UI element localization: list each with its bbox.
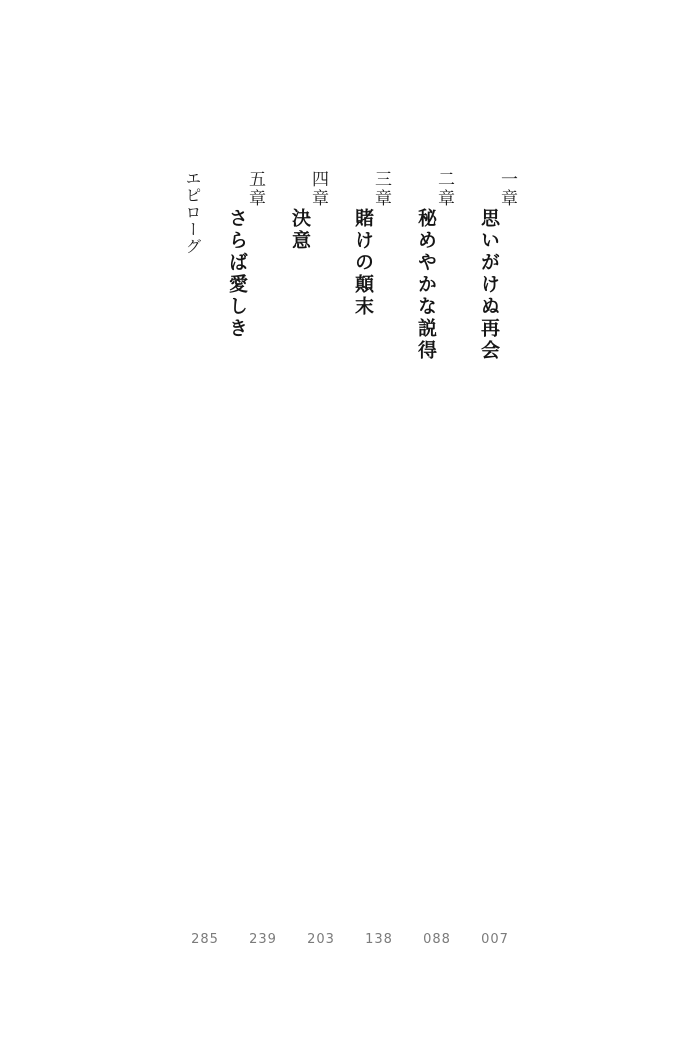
page-number: 203 [307,932,335,947]
page-number: 285 [191,932,219,947]
page-number: 239 [249,932,277,947]
toc-entry-title: 秘めやかな説得 [415,208,437,362]
page-number: 088 [423,932,451,947]
toc-entry-label: 五章 [245,170,265,208]
toc-entry-title: さらば愛しき [226,208,248,340]
toc-entry-title: 賭けの顛末 [352,208,374,318]
page-number: 138 [365,932,393,947]
page-number-row [0,932,700,947]
toc-entry-label: 三章 [371,170,391,208]
toc-entry-label: 一章 [497,170,517,208]
toc-entry-title: 思いがけぬ再会 [478,208,500,362]
toc-entry-label: エピローグ [183,170,202,255]
toc-entry-title: 決意 [289,208,311,252]
toc-entry-epilogue [184,170,200,255]
page-number: 007 [481,932,509,947]
toc-entry-label: 二章 [434,170,454,208]
toc-entry-label: 四章 [308,170,328,208]
toc-entry-chapter-3 [353,170,389,318]
toc-entry-chapter-4 [290,170,326,252]
toc-entry-chapter-2 [416,170,452,362]
toc-entry-chapter-1 [479,170,515,362]
toc-entry-chapter-5 [227,170,263,340]
table-of-contents [157,170,515,362]
